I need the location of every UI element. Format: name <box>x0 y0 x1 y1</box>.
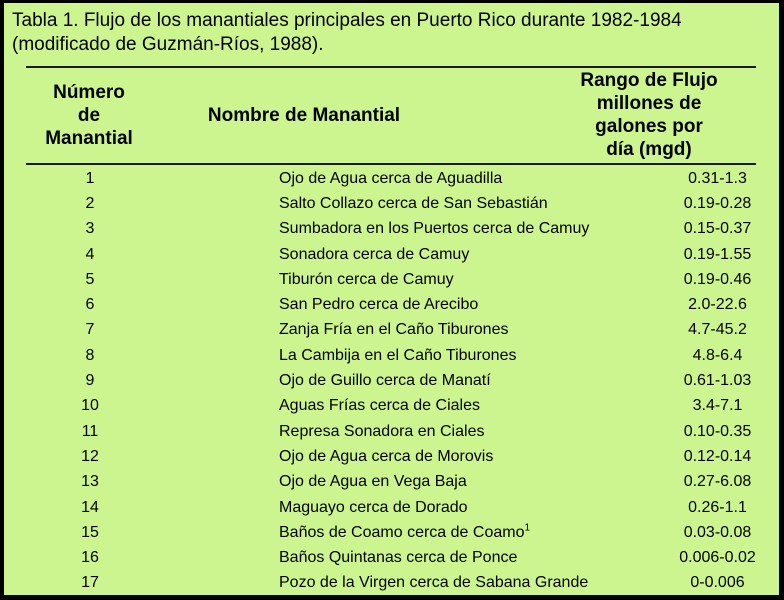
header-bottom-rule <box>26 163 756 165</box>
row-flow-range: 0.006-0.02 <box>679 549 756 567</box>
row-number: 3 <box>85 220 95 238</box>
table-row <box>26 166 756 191</box>
table-row <box>26 242 756 267</box>
row-flow-range: 0.12-0.14 <box>683 447 752 465</box>
spring-name-text: Ojo de Guillo cerca de Manatí <box>279 372 491 390</box>
table-row <box>26 470 756 495</box>
row-spring-name <box>154 394 679 419</box>
caption-line-1: Tabla 1. Flujo de los manantiales principales en Puerto Rico durante 1982-1984 <box>12 10 682 31</box>
table-row <box>26 191 756 216</box>
row-spring-name <box>154 292 679 317</box>
spring-name-text: Ojo de Agua en Vega Baja <box>279 473 467 491</box>
row-number: 9 <box>85 372 95 390</box>
row-number: 10 <box>81 397 99 415</box>
row-flow-range: 0.19-0.28 <box>683 194 752 212</box>
row-number: 8 <box>85 346 95 364</box>
spring-name-text: Aguas Frías cerca de Ciales <box>279 397 480 415</box>
row-number: 1 <box>85 169 95 187</box>
caption-line-2: (modificado de Guzmán-Ríos, 1988). <box>12 34 324 55</box>
table-body <box>26 166 756 596</box>
table-row <box>26 545 756 570</box>
row-number: 6 <box>85 296 95 314</box>
row-number: 14 <box>81 498 99 516</box>
row-spring-name <box>154 217 679 242</box>
row-number: 16 <box>81 549 99 567</box>
table-panel <box>4 3 779 595</box>
row-number: 5 <box>85 270 95 288</box>
row-spring-name <box>154 343 679 368</box>
spring-name-text: Sumbadora en los Puertos cerca de Camuy <box>279 220 590 238</box>
row-flow-range: 0.19-1.55 <box>683 245 752 263</box>
header-rango-line: día (mgd) <box>606 139 692 160</box>
row-number: 13 <box>81 473 99 491</box>
spring-name-text: Maguayo cerca de Dorado <box>279 498 468 516</box>
row-spring-name <box>154 419 679 444</box>
row-number: 2 <box>85 194 95 212</box>
row-flow-range: 0.31-1.3 <box>688 169 747 187</box>
header-numero <box>44 69 134 161</box>
row-spring-name <box>154 571 679 596</box>
spring-name-text: Pozo de la Virgen cerca de Sabana Grande <box>279 574 589 592</box>
row-number: 4 <box>85 245 95 263</box>
table-row <box>26 368 756 393</box>
table-row <box>26 394 756 419</box>
header-nombre: Nombre de Manantial <box>207 104 401 126</box>
table-row <box>26 520 756 545</box>
row-number: 7 <box>85 321 95 339</box>
header-rango-line: millones de <box>596 93 702 114</box>
row-number: 17 <box>81 574 99 592</box>
table-caption <box>12 9 772 57</box>
row-number: 15 <box>81 523 99 541</box>
row-spring-name <box>154 368 679 393</box>
spring-name-text: Sonadora cerca de Camuy <box>279 245 470 263</box>
row-spring-name <box>154 520 679 545</box>
row-spring-name <box>154 191 679 216</box>
row-flow-range: 0.15-0.37 <box>683 220 752 238</box>
header-numero-line: Manantial <box>45 127 133 149</box>
row-flow-range: 4.7-45.2 <box>688 321 747 339</box>
table-row <box>26 318 756 343</box>
table-row <box>26 571 756 596</box>
header-numero-line: Número <box>53 81 125 103</box>
row-spring-name <box>154 495 679 520</box>
table-row <box>26 292 756 317</box>
spring-name-text: La Cambija en el Caño Tiburones <box>279 346 517 364</box>
spring-name-text: San Pedro cerca de Arecibo <box>279 296 479 314</box>
table-row <box>26 343 756 368</box>
table-row <box>26 444 756 469</box>
row-spring-name <box>154 242 679 267</box>
row-spring-name <box>154 166 679 191</box>
spring-name-text: Represa Sonadora en Ciales <box>279 422 485 440</box>
row-flow-range: 0-0.006 <box>690 574 745 592</box>
table-row <box>26 267 756 292</box>
row-spring-name <box>154 470 679 495</box>
spring-name-text: Zanja Fría en el Caño Tiburones <box>279 321 509 339</box>
row-flow-range: 2.0-22.6 <box>688 296 747 314</box>
spring-name-text: Baños de Coamo cerca de Coamo <box>279 523 525 541</box>
row-number: 11 <box>81 422 99 440</box>
table-row <box>26 217 756 242</box>
spring-name-text: Baños Quintanas cerca de Ponce <box>279 549 518 567</box>
spring-name-text: Salto Collazo cerca de San Sebastián <box>279 194 548 212</box>
header-rango-line: Rango de Flujo <box>580 70 718 91</box>
row-flow-range: 0.61-1.03 <box>683 372 752 390</box>
spring-name-text: Tiburón cerca de Camuy <box>279 270 454 288</box>
row-flow-range: 0.03-0.08 <box>683 523 752 541</box>
row-flow-range: 0.19-0.46 <box>683 270 752 288</box>
row-spring-name <box>154 267 679 292</box>
row-spring-name <box>154 444 679 469</box>
table-row <box>26 419 756 444</box>
row-flow-range: 0.27-6.08 <box>683 473 752 491</box>
row-flow-range: 0.10-0.35 <box>683 422 752 440</box>
row-flow-range: 3.4-7.1 <box>692 397 743 415</box>
table-row <box>26 495 756 520</box>
header-rango-line: galones por <box>595 116 703 137</box>
spring-name-text: Ojo de Agua cerca de Aguadilla <box>279 169 503 187</box>
row-flow-range: 0.26-1.1 <box>688 498 747 516</box>
row-flow-range: 4.8-6.4 <box>692 346 743 364</box>
row-spring-name <box>154 318 679 343</box>
row-spring-name <box>154 545 679 570</box>
footnote-marker: 1 <box>524 522 531 534</box>
header-rango <box>564 67 734 163</box>
spring-name-text: Ojo de Agua cerca de Morovis <box>279 447 494 465</box>
springs-table <box>26 166 756 596</box>
row-number: 12 <box>81 447 99 465</box>
header-numero-line: de <box>77 104 101 126</box>
